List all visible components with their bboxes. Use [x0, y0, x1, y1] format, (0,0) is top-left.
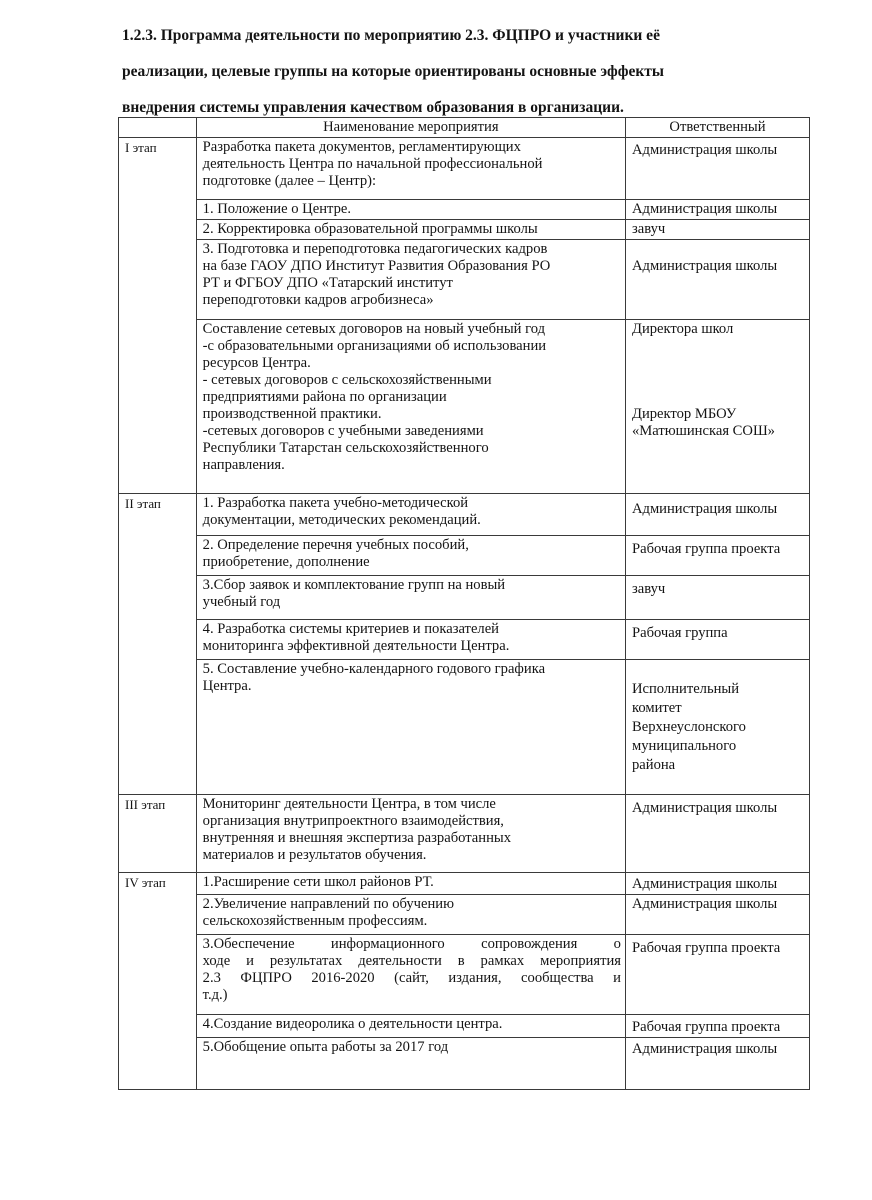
responsible-cell: завуч — [625, 576, 809, 620]
responsible-cell: Администрация школы — [625, 1038, 809, 1090]
responsible-cell: Рабочая группа проекта — [625, 935, 809, 1015]
responsible-cell: Рабочая группа проекта — [625, 1015, 809, 1038]
responsible-cell: Рабочая группа — [625, 620, 809, 660]
activity-cell: 1.Расширение сети школ районов РТ. — [196, 873, 625, 895]
stage-label: I этап — [119, 138, 197, 494]
activity-cell: 2. Корректировка образовательной программы школы — [196, 220, 625, 240]
activity-cell: 1. Разработка пакета учебно-методической документации, методических рекомендаций. — [196, 494, 625, 536]
responsible-cell: завуч — [625, 220, 809, 240]
table-row — [119, 138, 810, 200]
responsible-cell: Администрация школы — [625, 138, 809, 200]
activity-cell: 4. Разработка системы критериев и показателей мониторинга эффективной деятельности Центра. — [196, 620, 625, 660]
heading-line: внедрения системы управления качеством образования в организации. — [122, 99, 624, 116]
stage-label: II этап — [119, 494, 197, 795]
table-row — [119, 1015, 810, 1038]
activity-cell: 3. Подготовка и переподготовка педагогических кадров на базе ГАОУ ДПО Институт Развития Образования РО РТ и ФГБОУ ДПО «Татарский институт переподготовки кадров агробизнеса» — [196, 240, 625, 320]
table-row — [119, 620, 810, 660]
table-row — [119, 873, 810, 895]
activity-cell: Мониторинг деятельности Центра, в том числе организация внутрипроектного взаимодействия, внутренняя и внешняя экспертиза разработанных материалов и результатов обучения. — [196, 795, 625, 873]
responsible-cell: Администрация школы — [625, 895, 809, 935]
table-header-row — [119, 118, 810, 138]
heading-line: реализации, целевые группы на которые ориентированы основные эффекты — [122, 63, 664, 80]
responsible-cell: Рабочая группа проекта — [625, 536, 809, 576]
activity-cell: 4.Создание видеоролика о деятельности центра. — [196, 1015, 625, 1038]
responsible-column-header: Ответственный — [625, 118, 809, 138]
activity-cell: 1. Положение о Центре. — [196, 200, 625, 220]
responsible-cell: Администрация школы — [625, 795, 809, 873]
activity-cell: 5.Обобщение опыта работы за 2017 год — [196, 1038, 625, 1090]
table-row — [119, 200, 810, 220]
table-row — [119, 240, 810, 320]
responsible-cell: Исполнительный комитет Верхнеуслонского муниципального района — [625, 660, 809, 795]
responsible-cell: Директора школ Директор МБОУ «Матюшинская СОШ» — [625, 320, 809, 494]
table-row — [119, 576, 810, 620]
stage-column-header — [119, 118, 197, 138]
section-heading — [122, 18, 822, 126]
responsible-cell: Администрация школы — [625, 494, 809, 536]
stage-label: IV этап — [119, 873, 197, 1090]
activity-cell: 3.Обеспечение информационного сопровождения о ходе и результатах деятельности в рамках мероприятия 2.3 ФЦПРО 2016-2020 (сайт, издания, сообщества и т.д.) — [196, 935, 625, 1015]
activity-cell: 3.Сбор заявок и комплектование групп на новый учебный год — [196, 576, 625, 620]
table-row — [119, 220, 810, 240]
heading-line: 1.2.3. Программа деятельности по мероприятию 2.3. ФЦПРО и участники её — [122, 27, 660, 44]
activity-table — [118, 117, 810, 1090]
activity-cell: 2. Определение перечня учебных пособий, приобретение, дополнение — [196, 536, 625, 576]
table-row — [119, 660, 810, 795]
table-row — [119, 1038, 810, 1090]
table-row — [119, 320, 810, 494]
table-row — [119, 536, 810, 576]
responsible-cell: Администрация школы — [625, 873, 809, 895]
table-row — [119, 935, 810, 1015]
stage-label: III этап — [119, 795, 197, 873]
activity-cell: Разработка пакета документов, регламентирующих деятельность Центра по начальной профессиональной подготовке (далее – Центр): — [196, 138, 625, 200]
activity-cell: 5. Составление учебно-календарного годового графика Центра. — [196, 660, 625, 795]
activity-column-header: Наименование мероприятия — [196, 118, 625, 138]
table-row — [119, 494, 810, 536]
table-row — [119, 795, 810, 873]
responsible-cell: Администрация школы — [625, 200, 809, 220]
responsible-cell: Администрация школы — [625, 240, 809, 320]
activity-cell: Составление сетевых договоров на новый учебный год -с образовательными организациями об использовании ресурсов Центра. - сетевых договоров с сельскохозяйственными предприятиями района по организации производственной практики. -сетевых договоров с учебными заведениями Республики Татарстан сельскохозяйственного направления. — [196, 320, 625, 494]
table-row — [119, 895, 810, 935]
activity-cell: 2.Увеличение направлений по обучению сельскохозяйственным профессиям. — [196, 895, 625, 935]
